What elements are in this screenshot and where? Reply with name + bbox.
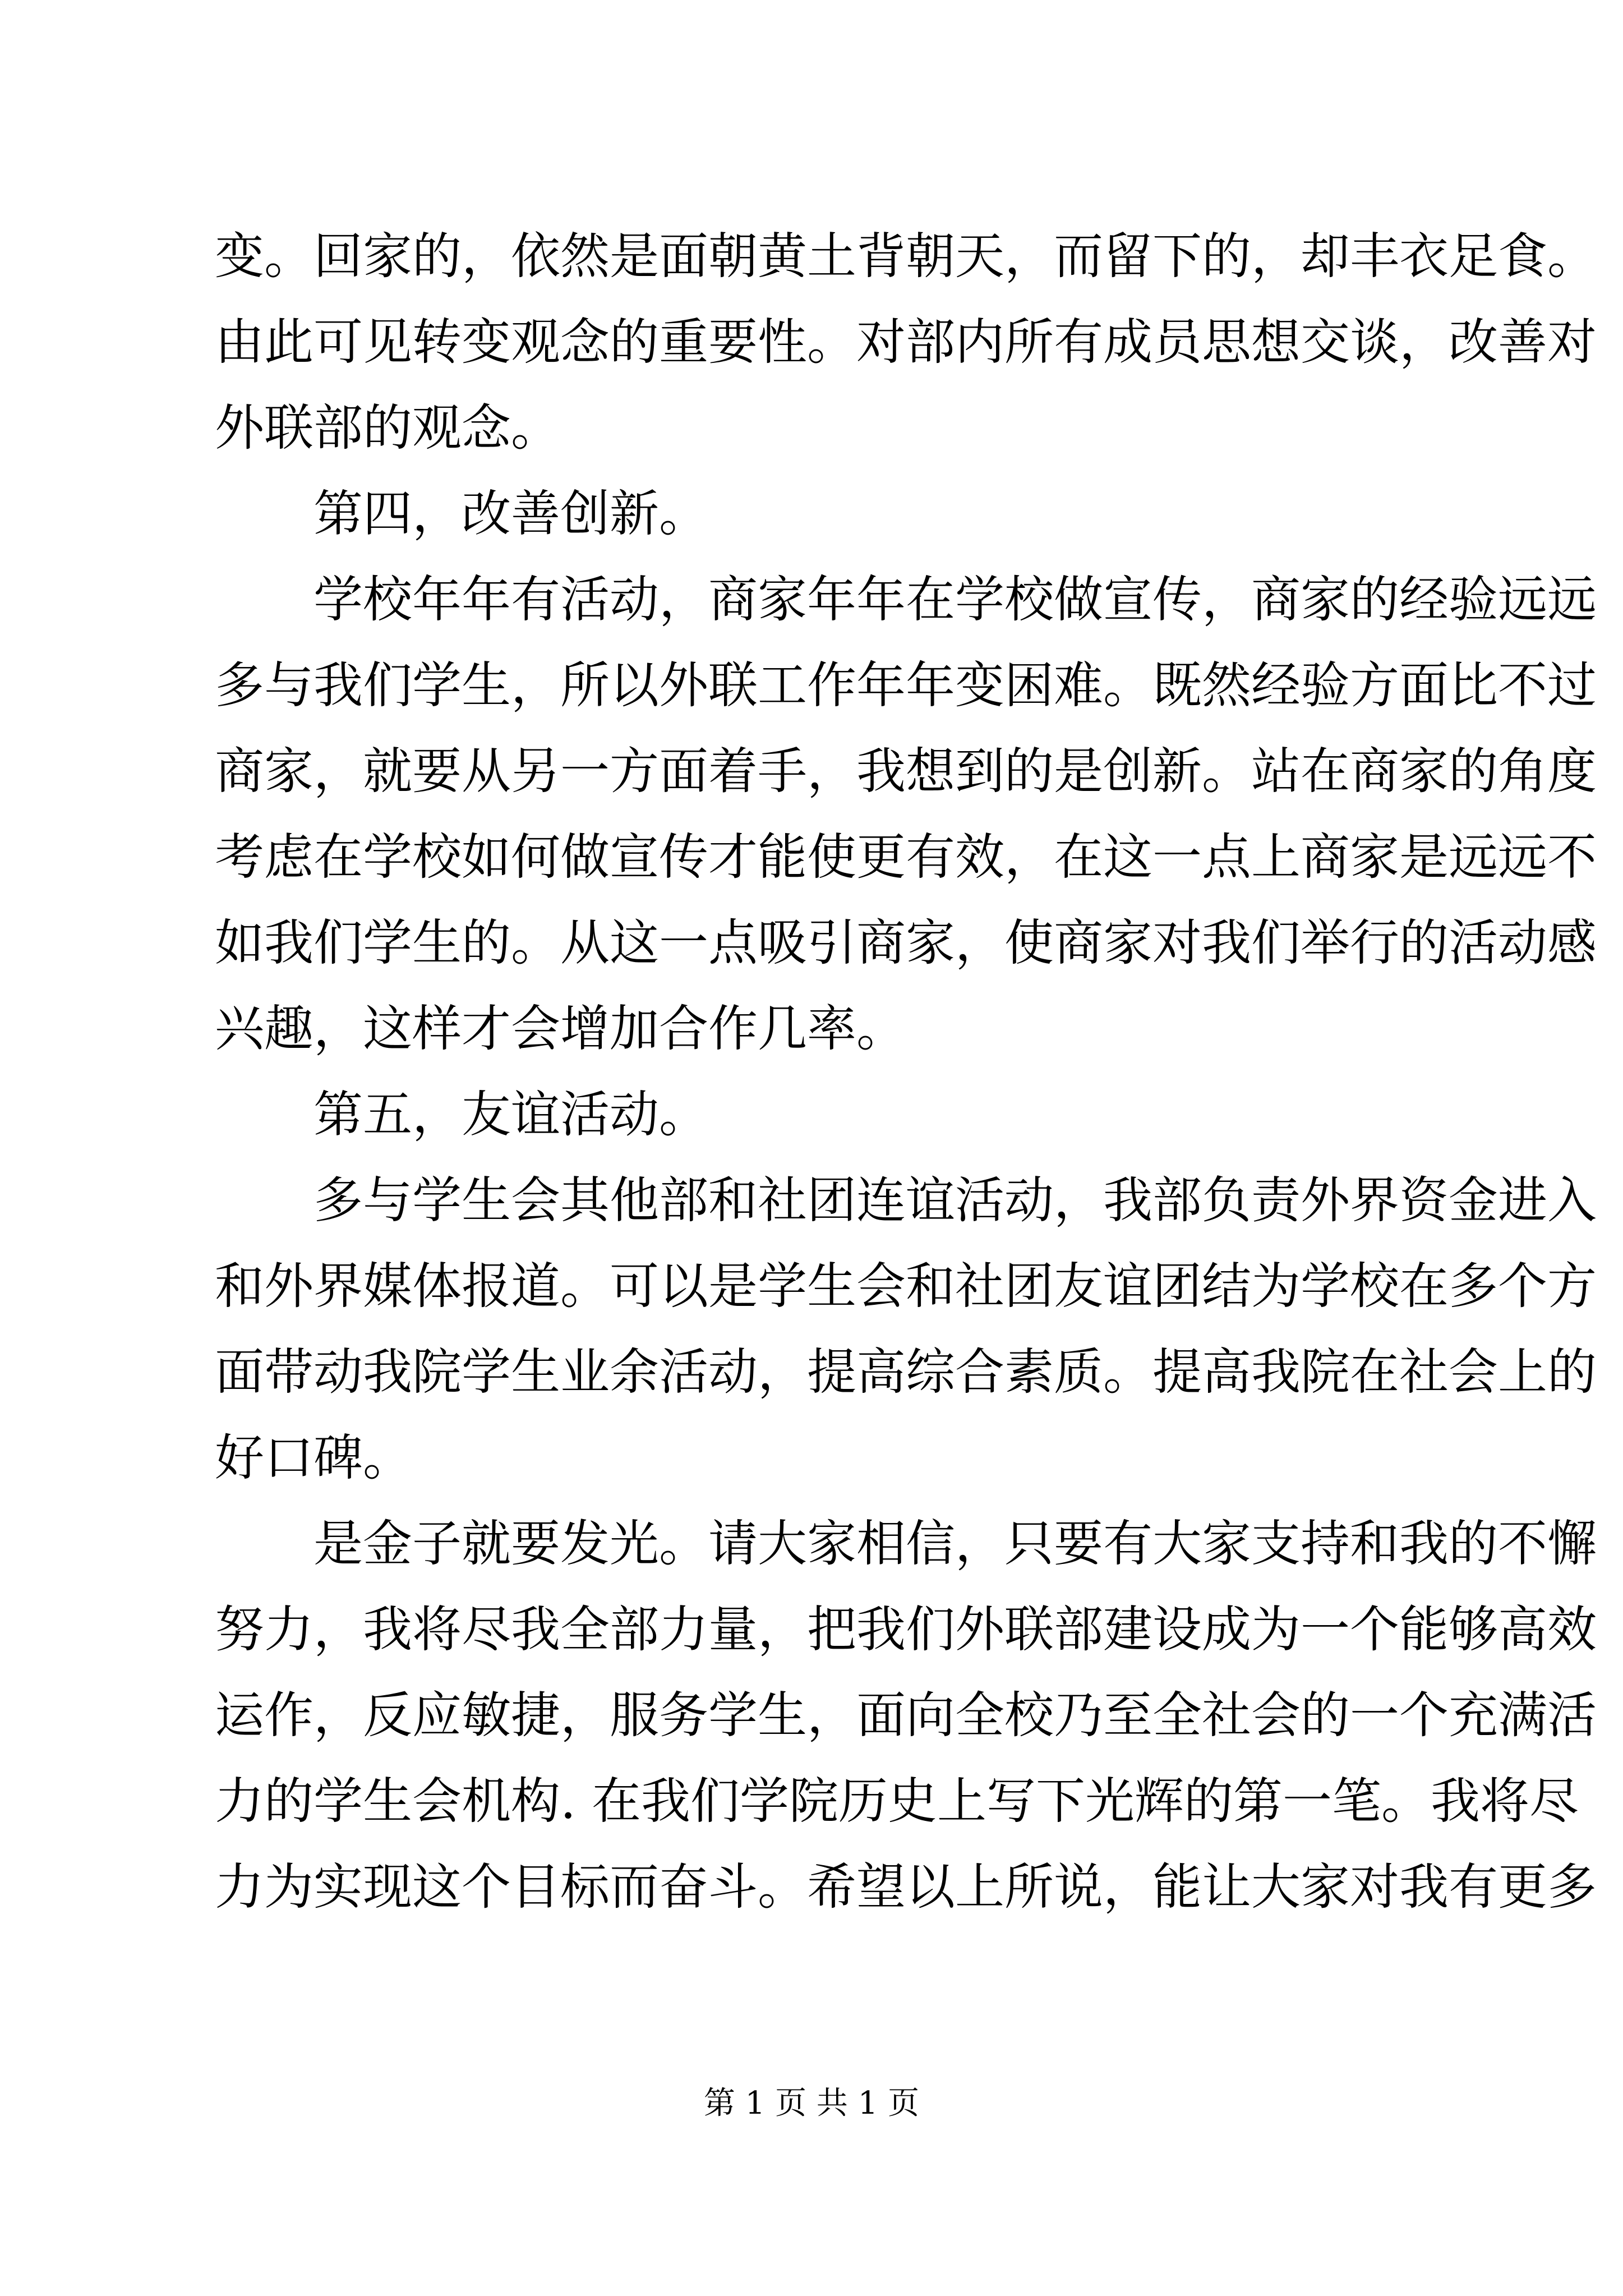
text-line-18: 运作，反应敏捷，服务学生，面向全校乃至全社会的一个充满活 [215,1686,1597,1744]
text-line-20: 力为实现这个目标而奋斗。希望以上所说，能让大家对我有更多 [215,1858,1597,1916]
text-line-17: 努力，我将尽我全部力量，把我们外联部建设成为一个能够高效 [215,1600,1597,1658]
text-line-6: 多与我们学生，所以外联工作年年变困难。既然经验方面比不过 [215,656,1597,714]
text-line-7: 商家，就要从另一方面着手，我想到的是创新。站在商家的角度 [215,742,1597,800]
text-line-19: 力的学生会机构. 在我们学院历史上写下光辉的第一笔。我将尽 [215,1772,1579,1830]
text-line-15: 好口碑。 [215,1429,413,1487]
text-line-9: 如我们学生的。从这一点吸引商家，使商家对我们举行的活动感 [215,914,1597,972]
text-line-8: 考虑在学校如何做宣传才能使更有效，在这一点上商家是远远不 [215,828,1597,886]
text-line-13: 和外界媒体报道。可以是学生会和社团友谊团结为学校在多个方 [215,1257,1597,1315]
section-heading-5: 第五，友谊活动。 [313,1085,709,1143]
text-line-16: 是金子就要发光。请大家相信，只要有大家支持和我的不懈 [313,1515,1597,1572]
text-line-1: 变。回家的，依然是面朝黄土背朝天，而留下的，却丰衣足食。 [215,227,1597,285]
text-line-3: 外联部的观念。 [215,399,561,457]
text-line-2: 由此可见转变观念的重要性。对部内所有成员思想交谈，改善对 [215,313,1597,371]
section-heading-4: 第四，改善创新。 [313,485,709,542]
document-body [215,213,1597,1930]
text-line-14: 面带动我院学生业余活动，提高综合素质。提高我院在社会上的 [215,1343,1597,1401]
page-number-footer: 第 1 页 共 1 页 [703,2085,920,2122]
text-line-12: 多与学生会其他部和社团连谊活动，我部负责外界资金进入 [313,1171,1597,1229]
text-line-10: 兴趣，这样才会增加合作几率。 [215,1000,906,1057]
text-line-5: 学校年年有活动，商家年年在学校做宣传，商家的经验远远 [313,570,1597,628]
